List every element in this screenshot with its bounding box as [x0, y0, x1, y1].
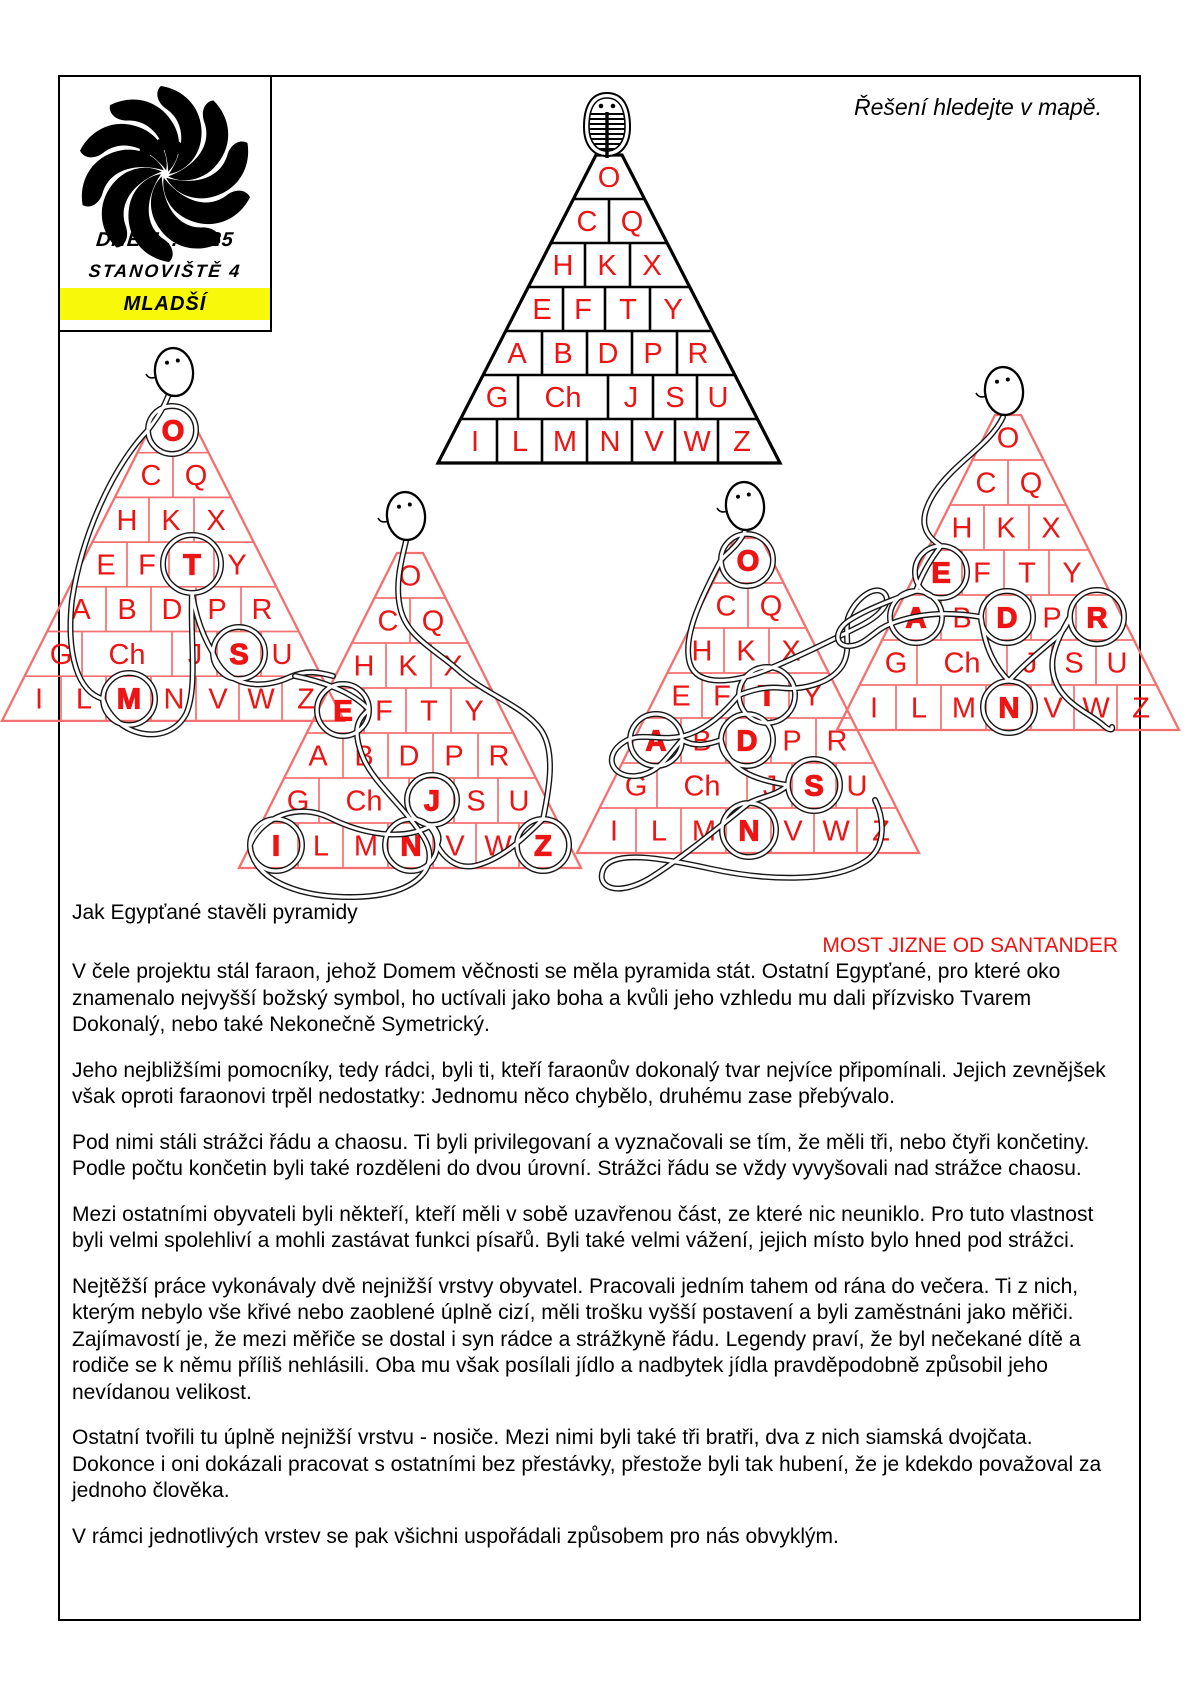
pyramid-3-letter-L: L	[650, 815, 668, 848]
pyramid-4-letter-H: H	[951, 512, 973, 545]
pyramid-4-letter-T: T	[1018, 557, 1036, 590]
pyramid-3-letter-Ch: Ch	[683, 770, 721, 803]
pyramid-2-letter-E: E	[333, 695, 353, 728]
pyramid-1-letter-E: E	[96, 549, 116, 582]
snake-head-outline	[983, 365, 1026, 417]
legend-pyramid-letter-C: C	[576, 206, 598, 238]
pyramid-1-letter-F: F	[138, 549, 156, 582]
pyramid-2-letter-X: X	[443, 650, 463, 683]
pyramid-1-letter-Q: Q	[184, 460, 208, 493]
article-paragraph: V čele projektu stál faraon, jehož Domem věčnosti se měla pyramida stát. Ostatní Egypťané, pro které oko znamenalo nejvyšší božský symbol, ho uctívali jako boha a kvůli jeho vzhledu mu dali přízvisko Tvarem Dokonalý, nebo také Nekonečně Symetrický.	[72, 960, 1061, 1036]
legend-pyramid-letter-F: F	[574, 294, 592, 326]
pyramid-4-letter-L: L	[910, 692, 928, 725]
pyramid-1-letter-V: V	[208, 683, 228, 716]
pyramid-4-letter-C: C	[975, 467, 997, 500]
legend-pyramid-letter-H: H	[552, 250, 574, 282]
pyramid-2-letter-F: F	[375, 695, 393, 728]
pyramid-1-letter-Y: Y	[227, 549, 247, 582]
legend-pyramid-letter-W: W	[683, 426, 711, 458]
pyramid-4-letter-E: E	[931, 557, 951, 590]
pyramid-2-letter-B: B	[354, 740, 374, 773]
pyramid-3-letter-M: M	[691, 815, 717, 848]
article-paragraph: Ostatní tvořili tu úplně nejnižší vrstvu - nosiče. Mezi nimi byli také tři bratři, dva z nich siamská dvojčata. Dokonce i oni dokázali pracovat s ostatními bez přestávky, přestože byli tak hubení, že je kdekdo považoval za jednoho člověka.	[72, 1426, 1102, 1502]
pyramid-4-letter-Z: Z	[1132, 692, 1150, 725]
solution-answer: MOST JIZNE OD SANTANDER	[822, 933, 1118, 957]
pyramid-1-letter-N: N	[163, 683, 185, 716]
pyramid-2-letter-C: C	[377, 605, 399, 638]
pyramid-3-letter-D: D	[736, 725, 758, 758]
legend-pyramid-letter-R: R	[687, 338, 709, 370]
snake-head-1-icon	[144, 346, 196, 399]
pyramid-2-letter-D: D	[398, 740, 420, 773]
pyramid-1-letter-Z: Z	[297, 683, 315, 716]
legend-pyramid-letter-K: K	[597, 250, 617, 282]
pyramid-1-letter-X: X	[206, 504, 226, 537]
pyramid-1-letter-T: T	[183, 549, 201, 582]
legend-pyramid-letter-B: B	[553, 338, 573, 370]
snake-head-outline	[153, 346, 196, 398]
pyramid-1-letter-A: A	[71, 594, 91, 627]
legend-pyramid-letter-X: X	[642, 250, 662, 282]
pyramid-2-letter-Z: Z	[534, 830, 552, 863]
pyramid-4-letter-G: G	[884, 647, 908, 680]
solution-hint: Řešení hledejte v mapě.	[853, 94, 1102, 120]
pyramid-2-letter-R: R	[488, 740, 510, 773]
pyramid-3-letter-H: H	[691, 635, 713, 668]
snake-head-4-icon	[974, 365, 1026, 418]
pyramid-4-letter-I: I	[869, 692, 879, 725]
pyramid-2-letter-T: T	[420, 695, 438, 728]
pyramid-4-letter-V: V	[1043, 692, 1063, 725]
pyramid-2-letter-L: L	[312, 830, 330, 863]
pyramid-4-letter-K: K	[996, 512, 1016, 545]
legend-pyramid-letter-V: V	[644, 426, 664, 458]
pyramid-4-letter-N: N	[998, 692, 1020, 725]
pyramid-2-letter-M: M	[353, 830, 379, 863]
pyramid-4-letter-R: R	[1086, 602, 1108, 635]
pyramid-4-letter-B: B	[952, 602, 972, 635]
pyramid-2-letter-W: W	[484, 830, 512, 863]
article-paragraph: Nejtěžší práce vykonávaly dvě nejnižší vrstvy obyvatel. Pracovali jedním tahem od rána do večera. Ti z nich, kterým nebylo vše křivé nebo zaoblené úplně cizí, měli trošku vyšší postavení a byli zaměstnáni jako měřiči. Zajímavostí je, že mezi měřiče se dostal i syn rádce a strážkyně řádu. Legendy praví, že byl nečekané dítě a rodiče se k němu příliš nehlásili. Oba mu však posílali jídlo a nadbytek jídla pravděpodobně způsobil jeho nevídanou velikost.	[72, 1274, 1081, 1404]
pyramid-4-letter-D: D	[996, 602, 1018, 635]
pyramid-1-letter-S: S	[229, 638, 249, 671]
pyramid-1-letter-D: D	[161, 594, 183, 627]
pyramid-3-letter-E: E	[671, 680, 691, 713]
pyramid-3-letter-C: C	[715, 590, 737, 623]
pyramid-4-letter-Ch: Ch	[943, 647, 981, 680]
snake-head-outline	[724, 480, 767, 532]
pyramid-2-letter-U: U	[508, 785, 530, 818]
cobra-head-icon	[584, 93, 630, 158]
cobra-eye	[611, 104, 616, 109]
pyramid-2-letter-A: A	[308, 740, 328, 773]
article-paragraph: Jeho nejbližšími pomocníky, tedy rádci, byli ti, kteří faraonův dokonalý tvar nejvíce připomínali. Jejich zevnějšek však oproti faraonovi trpěl nedostatky: Jednomu něco chybělo, druhému zase přebývalo.	[72, 1058, 1106, 1108]
cobra-eye	[599, 104, 604, 109]
pyramid-2-letter-H: H	[353, 650, 375, 683]
pyramid-2-letter-Q: Q	[421, 605, 445, 638]
snake-head-outline	[385, 490, 428, 542]
pyramid-3-letter-U: U	[846, 770, 868, 803]
pyramid-3-letter-S: S	[804, 770, 824, 803]
pyramid-4-letter-F: F	[973, 557, 991, 590]
pyramid-3-letter-P: P	[782, 725, 802, 758]
pyramid-4-letter-M: M	[951, 692, 977, 725]
pyramid-2-letter-N: N	[400, 830, 422, 863]
article-heading: Jak Egypťané stavěli pyramidy	[72, 901, 358, 924]
logo-event-name: DNEM... 2025	[95, 229, 236, 251]
pyramid-4-letter-S: S	[1064, 647, 1084, 680]
legend-pyramid-letter-O: O	[597, 162, 621, 194]
pyramid-3-letter-I: I	[609, 815, 619, 848]
legend-pyramid-letter-S: S	[665, 382, 685, 414]
article	[72, 900, 1118, 1569]
pyramid-2-letter-G: G	[286, 785, 310, 818]
pyramid-3-letter-X: X	[781, 635, 801, 668]
snake-head-3-icon	[715, 480, 767, 533]
article-paragraph: Mezi ostatními obyvateli byli někteří, kteří měli v sobě uzavřenou část, ze které nic neuniklo. Pro tuto vlastnost byli velmi spolehliví a mohli zastávat funkci písařů. Byli také velmi vážení, jejich místo bylo hned pod strážci.	[72, 1202, 1094, 1252]
pyramid-2-letter-V: V	[445, 830, 465, 863]
legend-pyramid-letter-Z: Z	[733, 426, 751, 458]
article-paragraphs	[72, 959, 1118, 1550]
pyramid-2-letter-K: K	[398, 650, 418, 683]
legend-pyramid-letter-E: E	[532, 294, 552, 326]
pyramid-1-letter-U: U	[271, 638, 293, 671]
pyramid-1-letter-M: M	[116, 683, 142, 716]
pyramid-3-letter-B: B	[692, 725, 712, 758]
pyramid-4-letter-U: U	[1106, 647, 1128, 680]
age-category-badge: MLADŠÍ	[60, 288, 270, 320]
pyramid-1-letter-J: J	[187, 638, 203, 671]
legend-pyramid-letter-I: I	[470, 426, 480, 458]
pyramid-1-letter-P: P	[207, 594, 227, 627]
legend-pyramid	[438, 155, 780, 463]
legend-pyramid-letter-G: G	[485, 382, 509, 414]
pyramid-2-letter-J: J	[423, 785, 441, 818]
pyramid-2-letter-I: I	[271, 830, 281, 863]
legend-pyramid-letter-T: T	[619, 294, 637, 326]
pyramid-3-letter-A: A	[645, 725, 667, 758]
pyramid-1-letter-R: R	[251, 594, 273, 627]
pyramid-3-letter-Q: Q	[759, 590, 783, 623]
pyramid-1-letter-Ch: Ch	[108, 638, 146, 671]
legend-pyramid-letter-D: D	[597, 338, 619, 370]
pyramid-2-letter-Ch: Ch	[345, 785, 383, 818]
pyramid-3-letter-W: W	[822, 815, 850, 848]
logo-station-label: STANOVIŠTĚ 4	[87, 261, 243, 281]
legend-pyramid-letter-Y: Y	[663, 294, 683, 326]
pyramid-4-letter-X: X	[1041, 512, 1061, 545]
snake-head-2-icon	[376, 490, 428, 543]
pyramid-1-letter-W: W	[247, 683, 275, 716]
legend-pyramid-letter-Q: Q	[620, 206, 644, 238]
pyramid-2-letter-O: O	[398, 560, 422, 593]
pyramid-1-letter-C: C	[140, 460, 162, 493]
pyramid-3-letter-T: T	[758, 680, 776, 713]
pyramid-1-letter-B: B	[117, 594, 137, 627]
pyramid-3-letter-R: R	[826, 725, 848, 758]
pyramid-2-letter-Y: Y	[464, 695, 484, 728]
pyramid-1-letter-H: H	[116, 504, 138, 537]
pyramid-2-letter-S: S	[466, 785, 486, 818]
pyramid-1-letter-G: G	[49, 638, 73, 671]
legend-pyramid-letter-M: M	[552, 426, 578, 458]
legend-pyramid-letter-A: A	[507, 338, 527, 370]
legend-pyramid-letter-L: L	[511, 426, 529, 458]
pyramid-3-letter-F: F	[713, 680, 731, 713]
pyramid-3-letter-G: G	[624, 770, 648, 803]
pyramid-1-letter-L: L	[75, 683, 93, 716]
pyramid-4-letter-J: J	[1022, 647, 1038, 680]
pyramid-4-letter-Q: Q	[1019, 467, 1043, 500]
pyramid-3-letter-K: K	[736, 635, 756, 668]
legend-pyramid-letter-N: N	[599, 426, 621, 458]
article-paragraph: V rámci jednotlivých vrstev se pak všichni uspořádali způsobem pro nás obvyklým.	[72, 1524, 839, 1548]
pyramid-3-letter-V: V	[783, 815, 803, 848]
legend-pyramid-letter-U: U	[707, 382, 729, 414]
pyramid-4-letter-Y: Y	[1062, 557, 1082, 590]
pyramid-4-letter-O: O	[996, 422, 1020, 455]
article-paragraph: Pod nimi stáli strážci řádu a chaosu. Ti byli privilegovaní a vyznačovali se tím, že měli tři, nebo čtyři končetiny. Podle počtu končetin byli také rozděleni do dvou úrovní. Strážci řádu se vždy vyvyšovali nad strážce chaosu.	[72, 1130, 1090, 1180]
pyramid-4-letter-P: P	[1042, 602, 1062, 635]
legend-pyramid-letter-Ch: Ch	[544, 382, 582, 414]
pyramid-3-letter-Z: Z	[872, 815, 890, 848]
legend-pyramid-letter-P: P	[643, 338, 663, 370]
pyramid-4-letter-A: A	[905, 602, 927, 635]
pyramid-3-letter-J: J	[762, 770, 778, 803]
legend-pyramid-letter-J: J	[623, 382, 639, 414]
pyramid-3-letter-O: O	[736, 545, 760, 578]
pyramid-4-letter-W: W	[1082, 692, 1110, 725]
pyramid-3-letter-Y: Y	[802, 680, 822, 713]
pyramid-1-letter-K: K	[161, 504, 181, 537]
pyramid-3-letter-N: N	[738, 815, 760, 848]
pyramid-1-letter-I: I	[34, 683, 44, 716]
pyramid-1-letter-O: O	[161, 415, 185, 448]
pyramid-2-letter-P: P	[444, 740, 464, 773]
